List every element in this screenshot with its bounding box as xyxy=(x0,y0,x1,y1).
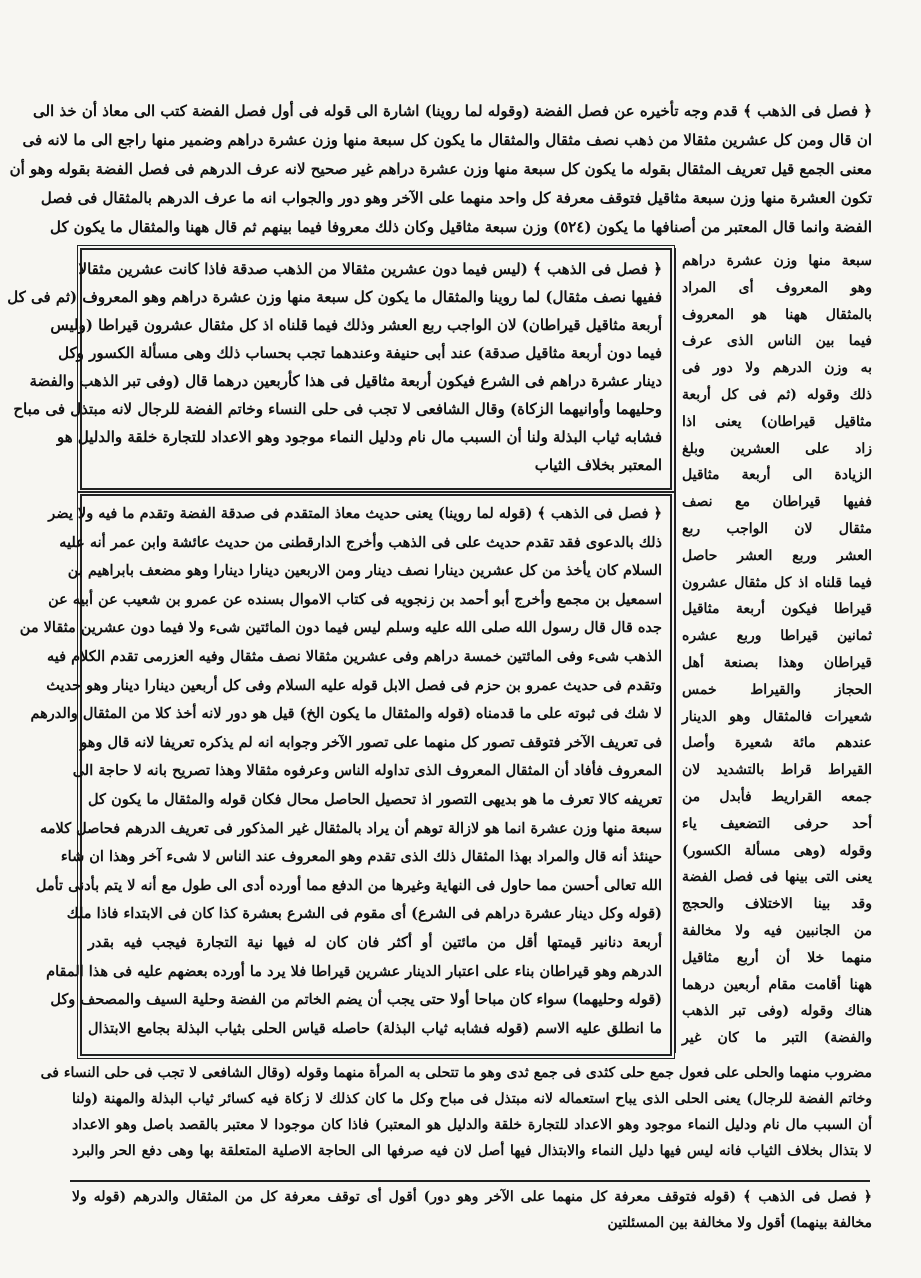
side-line: مثاقيل قيراطان) يعنى اذا xyxy=(682,413,872,430)
side-line: يعنى التى بينها فى فصل الفضة xyxy=(682,869,872,886)
side-line: قيراطا فيكون أربعة مثاقيل xyxy=(682,601,872,618)
side-line: والفضة) التبر ما كان غير xyxy=(682,1030,872,1047)
commentary-line: (قوله وكل دينار عشرة دراهم فى الشرع) أى مقوم فى الشرع بعشرة كذا كان فى الابتداء فاذا ملك xyxy=(66,905,662,923)
side-line: عندهم مائة شعيرة وأصل xyxy=(682,735,872,752)
side-line: أحد حرفى التضعيف ياء xyxy=(682,815,872,832)
side-line: وقوله (وهى مسألة الكسور) xyxy=(682,842,872,859)
matn-line: أربعة مثاقيل قيراطان) لان الواجب ربع العشر وذلك فيما قلناه اذ كل مثقال عشرون قيراطا (وليس xyxy=(50,316,662,334)
side-line: الحجاز والقيراط خمس xyxy=(682,681,872,698)
footnote-line: مخالفة بينهما) أقول ولا مخالفة بين المسئلتين xyxy=(607,1215,872,1231)
side-line: زاد على العشرين وبلغ xyxy=(682,440,872,457)
side-line: وقد بينا الاختلاف والحجج xyxy=(682,896,872,913)
footnote-rule xyxy=(70,1180,870,1182)
side-line: ههنا أقامت مقام أربعين درهما xyxy=(682,976,872,993)
side-line: ففيها قيراطان مع نصف xyxy=(682,494,872,511)
top-line: تكون العشرة منها وزن سبعة مثاقيل فتوقف معرفة كل واحد منهما على الآخر وهو دور والجواب انه ما عرف الدرهم بالمثقال فى فصل xyxy=(40,189,872,207)
bottom-line: مضروب منهما والحلى على فعول جمع حلى كثدى فى جمع ثدى وهو ما تتحلى به المرأة منهما وقوله (وقال الشافعى لا تجب فى حلى النساء فى xyxy=(40,1065,872,1081)
bottom-line: وخاتم الفضة للرجال) يعنى الحلى الذى يباح استعماله لانه مبتذل فى مباح وكل ما كان كذلك لا زكاة فيه كسائر ثياب البذلة والمهنة (ولنا xyxy=(72,1091,873,1107)
commentary-line: اسمعيل بن مجمع وأخرج أبو أحمد بن زنجويه فى كتاب الاموال بسنده عن عمرو بن شعيب عن أبيه عن xyxy=(48,590,662,608)
side-line: هناك وقوله (وفى تبر الذهب xyxy=(682,1003,872,1020)
commentary-line: (قوله وحليهما) سواء كان مباحا أولا حتى يجب أن يضم الخاتم من الفضة وحلية السيف والمصحف وكل xyxy=(50,991,662,1009)
matn-line: ففيها نصف مثقال) لما روينا والمثقال ما يكون كل سبعة منها وزن عشرة دراهم وهو المعروف (ثم فى كل xyxy=(7,288,662,306)
commentary-line: الدرهم وهو قيراطان بناء على اعتبار الدينار عشرين قيراطا فلا يرد ما أورده بعضهم عليه فى هذا المقام xyxy=(46,962,662,980)
side-line: وهو المعروف أى المراد xyxy=(682,279,872,296)
top-line: الفضة وانما قال المعتبر من أصنافها ما يكون (٥٢٤) وزن سبعة مثاقيل وكان ذلك معروفا فيما بينهم ثم قال ههنا والمثقال ما يكون كل xyxy=(49,218,872,236)
top-line: ان قال ومن كل عشرين مثقالا من ذهب نصف مثقال والمثقال ما يكون كل سبعة منها وزن عشرة دراهم وضمير منها راجع الى ما لانه فى xyxy=(22,131,872,149)
side-line: ثمانين قيراطا وربع عشره xyxy=(682,628,872,645)
commentary-line: فى تعريف الآخر فتوقف تصور كل منهما على تصور الآخر وجوابه انه لم يذكره تعريفا لانه قال وهو xyxy=(80,733,662,751)
footnote-line: ﴿ فصل فى الذهب ﴾ (قوله فتوقف معرفة كل منهما على الآخر وهو دور) أقول أى توقف معرفة كل من المثقال والدرهم (قوله ولا xyxy=(72,1189,872,1205)
side-line: جمعه القراريط فأبدل من xyxy=(682,789,872,805)
commentary-line: أربعة دنانير قيمتها أقل من مائتين أو أكثر فان كان له فيها نية التجارة فيجب فيه بقدر xyxy=(88,934,662,951)
commentary-line: ذلك بالدعوى فقد تقدم حديث على فى الذهب وأخرج الدارقطنى من حديث عائشة وابن عمر أنه عليه xyxy=(59,533,662,551)
commentary-line: سبعة منها وزن عشرة انما هو لازالة توهم أن يراد بالمثقال غير المذكور فى تعريف الدرهم فحاصل كلامه xyxy=(40,819,662,837)
side-line: الزيادة الى أربعة مثاقيل xyxy=(682,467,872,484)
side-line: قيراطان وهذا بصنعة أهل xyxy=(682,655,872,671)
commentary-line: الله تعالى أحسن مما حاول فى النهاية وغيرها من الدفع مما أورده أدى الى طول مع أنه لا يتم بأدنى تأمل xyxy=(35,876,662,894)
side-line: مثقال لان الواجب ربع xyxy=(682,521,872,537)
side-line: فيما بين الناس الذى عرف xyxy=(682,333,872,350)
side-line: سبعة منها وزن عشرة دراهم xyxy=(682,253,872,269)
commentary-line: جده قال قال رسول الله صلى الله عليه وسلم ليس فيما دون المائتين شىء ولا فيما دون عشرين مثقالا من xyxy=(19,619,662,637)
commentary-line: المعروف فأفاد أن المثقال المعروف الذى تداوله الناس وعرفوه مثقالا وهذا تصريح بانه لا حاجة الى xyxy=(72,762,662,780)
side-line: بالمثقال ههنا هو المعروف xyxy=(682,306,872,323)
matn-line: فيما دون أربعة مثاقيل صدقة) عند أبى حنيفة وعندهما تجب بحساب ذلك وهى مسألة الكسور وكل xyxy=(58,344,662,362)
matn-line: وحليهما وأوانيهما الزكاة) وقال الشافعى لا تجب فى حلى النساء وخاتم الفضة للرجال لانه مبتذل فى مباح xyxy=(13,400,662,418)
commentary-line: حينئذ أنه قال والمراد بهذا المثقال ذلك الذى تقدم وهو المعروف عند الناس لا شىء آخر وهذا ان شاء xyxy=(60,848,662,866)
commentary-line: ﴿ فصل فى الذهب ﴾ (قوله لما روينا) يعنى حديث معاذ المتقدم فى صدقة الفضة وتقدم ما فيه ولا يضر xyxy=(48,505,662,522)
side-line: العشر وربع العشر حاصل xyxy=(682,547,872,564)
commentary-line: الذهب شىء وفى المائتين خمسة دراهم وفى عشرين مثقالا نصف مثقال وفيه العزرمى تقدم الكلام فيه xyxy=(46,648,662,665)
matn-line: ﴿ فصل فى الذهب ﴾ (ليس فيما دون عشرين مثقالا من الذهب صدقة فاذا كانت عشرين مثقالا xyxy=(78,260,662,278)
side-line: ذلك وقوله (ثم فى كل أربعة xyxy=(682,387,872,403)
side-line: منهما خلا أن أربع مثاقيل xyxy=(682,949,872,966)
side-line: القيراط قراط بالتشديد لان xyxy=(682,762,872,779)
matn-line: دينار عشرة دراهم فى الشرع فيكون أربعة مثاقيل فى هذا كأربعين درهما قال (وفى تبر الذهب والفضة xyxy=(29,372,662,390)
bottom-line: أن السبب مال نام ودليل النماء موجود وهو الاعداد للتجارة خلقة والدليل هو المعتبر) فاذا كان موجودا لا معتبر بالقصد باصل وهو الاعداد xyxy=(72,1117,872,1133)
top-line: معنى الجمع قيل تعريف المثقال بقوله ما يكون كل سبعة منها وزن عشرة دراهم غير صحيح لانه عرف الدرهم فى فصل الفضة بقوله وهو أن xyxy=(9,160,872,178)
commentary-line: ما انطلق عليه الاسم (قوله فشابه ثياب البذلة) حاصله قياس الحلى بثياب البذلة بجامع الابتذال xyxy=(88,1019,662,1037)
top-line: ﴿ فصل فى الذهب ﴾ قدم وجه تأخيره عن فصل الفضة (وقوله لما روينا) اشارة الى قوله فى أول فصل الفضة كتب الى معاذ أن خذ الى xyxy=(32,102,872,120)
commentary-line: لا شك فى ثبوته على ما قدمناه (قوله والمثقال ما يكون الخ) قيل هو دور لانه أخذ كلا من المثقال والدرهم xyxy=(30,705,662,723)
bottom-line: لا بتذال بخلاف الثياب فانه ليس فيها دليل النماء والابتذال فيها أصل لان فيه صرفها الى الحاجة الاصلية المتعلقة بها وهى دفع الحر والبرد xyxy=(72,1143,873,1159)
side-line: شعيرات فالمثقال وهو الدينار xyxy=(682,708,872,725)
commentary-line: تعريفه كالا تعرف ما هو بديهى التصور اذ تحصيل الحاصل محال فكان قوله والمثقال ما يكون كل xyxy=(88,791,662,808)
side-line: من الجانبين فيه ولا مخالفة xyxy=(682,923,872,939)
side-line: به وزن الدرهم ولا دور فى xyxy=(682,360,872,377)
side-line: فيما قلناه اذ كل مثقال عشرون xyxy=(682,574,872,591)
matn-line: المعتبر بخلاف الثياب xyxy=(534,456,662,474)
column-divider xyxy=(674,248,676,1053)
commentary-line: السلام كان يأخذ من كل عشرين دينارا نصف دينار ومن الاربعين دينارا دينارا وهو مضعف بابراهيم بن xyxy=(67,562,662,580)
matn-line: فشابه ثياب البذلة ولنا أن السبب مال نام ودليل النماء موجود وهو الاعداد للتجارة خلقة والدليل هو xyxy=(56,428,662,446)
commentary-line: وتقدم فى حديث عمرو بن حزم فى فصل الابل قوله عليه السلام وفى كل أربعين دينارا دينار وهو حديث xyxy=(46,676,662,694)
